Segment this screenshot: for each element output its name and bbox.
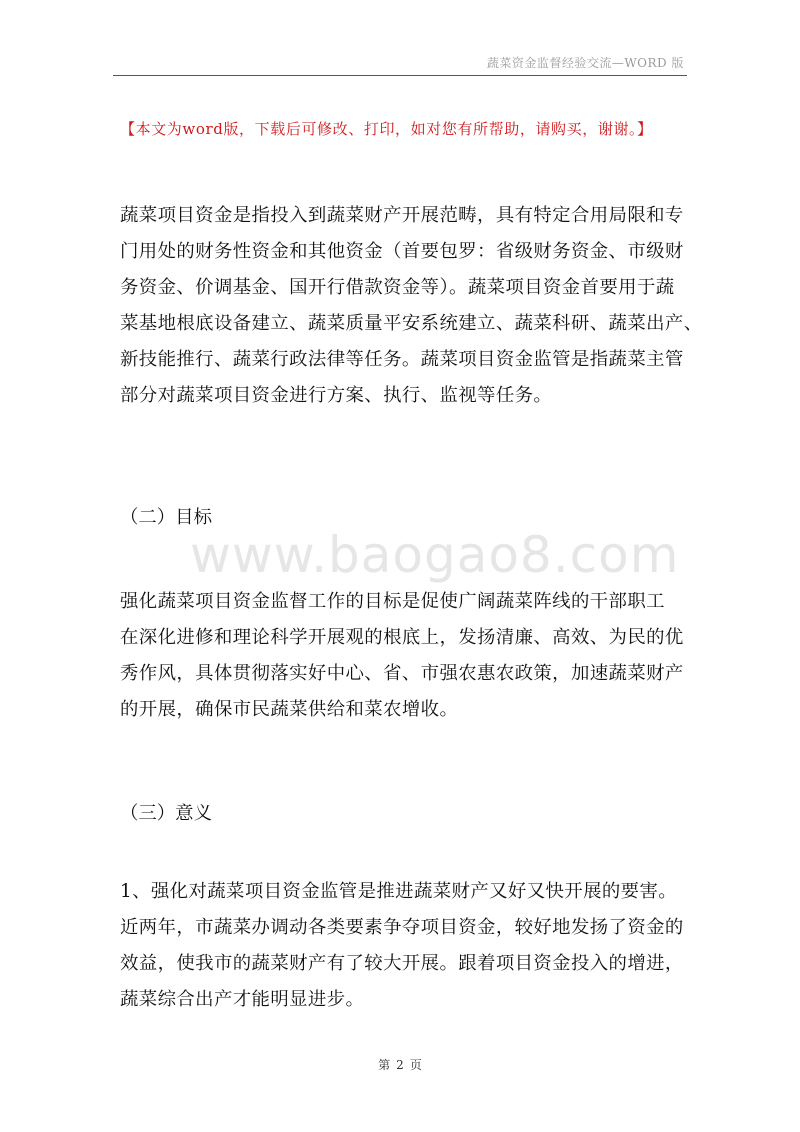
page-prefix: 第 (378, 1058, 391, 1072)
download-notice: 【本文为word版，下载后可修改、打印，如对您有所帮助，请购买，谢谢。】 (120, 120, 653, 138)
watermark: www.baogao8.com (190, 526, 680, 584)
paragraph-definition (120, 198, 703, 414)
text-line: 门用处的财务性资金和其他资金（首要包罗：省级财务资金、市级财 (120, 241, 684, 262)
text-line: 效益，使我市的蔬菜财产有了较大开展。跟着项目资金投入的增进， (120, 953, 684, 974)
header-rule (113, 75, 687, 76)
text-line: 蔬菜项目资金是指投入到蔬菜财产开展范畴，具有特定合用局限和专 (120, 205, 684, 226)
text-line: 蔬菜综合出产才能明显进步。 (120, 989, 365, 1010)
text-line: 务资金、价调基金、国开行借款资金等）。蔬菜项目资金首要用于蔬 (120, 277, 675, 298)
page-footer (0, 1056, 800, 1073)
page-suffix: 页 (409, 1058, 422, 1072)
text-line: 近两年，市蔬菜办调动各类要素争夺项目资金，较好地发扬了资金的 (120, 917, 684, 938)
page-number: 2 (396, 1058, 404, 1072)
text-line: 菜基地根底设备建立、蔬菜质量平安系统建立、蔬菜科研、蔬菜出产、 (120, 313, 703, 334)
text-line: 部分对蔬菜项目资金进行方案、执行、监视等任务。 (120, 385, 553, 406)
text-line: 在深化进修和理论科学开展观的根底上，发扬清廉、高效、为民的优 (120, 627, 684, 648)
text-line: 的开展，确保市民蔬菜供给和菜农增收。 (120, 699, 459, 720)
section-heading-goal: （二）目标 (120, 507, 212, 528)
section-heading-significance: （三）意义 (120, 803, 212, 824)
paragraph-goal (120, 584, 688, 728)
text-line: 1、强化对蔬菜项目资金监管是推进蔬菜财产又好又快开展的要害。 (120, 881, 678, 902)
text-line: 秀作风，具体贯彻落实好中心、省、市强农惠农政策，加速蔬菜财产 (120, 663, 684, 684)
text-line: 新技能推行、蔬菜行政法律等任务。蔬菜项目资金监管是指蔬菜主管 (120, 349, 684, 370)
text-line: 强化蔬菜项目资金监督工作的目标是促使广阔蔬菜阵线的干部职工 (120, 591, 665, 612)
running-header: 蔬菜资金监督经验交流—WORD 版 (486, 56, 684, 70)
paragraph-significance (120, 874, 688, 1018)
